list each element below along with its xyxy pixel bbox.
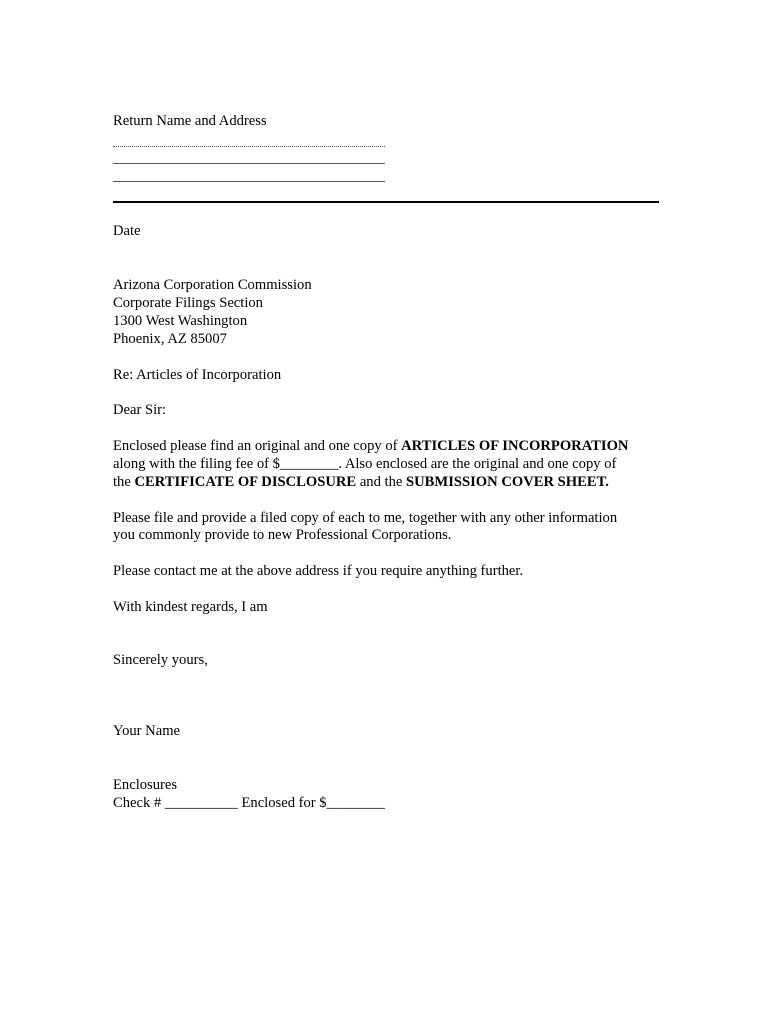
- enclosures-label: Enclosures: [113, 777, 178, 793]
- recipient-street: 1300 West Washington: [113, 313, 248, 329]
- check-line: Check # __________ Enclosed for $________: [113, 795, 385, 811]
- recipient-city: Phoenix, AZ 85007: [113, 331, 227, 347]
- recipient-name: Arizona Corporation Commission: [113, 277, 312, 293]
- return-address-line-3[interactable]: [113, 181, 385, 182]
- paragraph-2-line-1: Please file and provide a filed copy of each to me, together with any other information: [113, 510, 618, 526]
- paragraph-1-line-1: [113, 437, 628, 455]
- closing: Sincerely yours,: [113, 652, 208, 668]
- signature-name: Your Name: [113, 723, 181, 739]
- articles-of-incorporation-emphasis: ARTICLES OF INCORPORATION: [401, 438, 629, 454]
- salutation: Dear Sir:: [113, 402, 167, 418]
- return-address-label: Return Name and Address: [113, 113, 267, 129]
- return-address-line-2[interactable]: [113, 163, 385, 164]
- date-label: Date: [113, 223, 141, 239]
- paragraph-1-l3-mid: and the: [356, 474, 407, 490]
- certificate-of-disclosure-emphasis: CERTIFICATE OF DISCLOSURE: [134, 474, 357, 490]
- paragraph-1-line-3: [113, 473, 609, 491]
- regards-line: With kindest regards, I am: [113, 599, 268, 615]
- paragraph-1-text: Enclosed please find an original and one copy of: [113, 438, 402, 454]
- paragraph-2-line-2: you commonly provide to new Professional Corporations.: [113, 527, 452, 543]
- return-address-line-1[interactable]: [113, 146, 385, 147]
- submission-cover-sheet-emphasis: SUBMISSION COVER SHEET.: [406, 474, 609, 490]
- subject-line: Re: Articles of Incorporation: [113, 367, 282, 383]
- recipient-section: Corporate Filings Section: [113, 295, 263, 311]
- paragraph-1-line-2: along with the filing fee of $________. Also enclosed are the original and one copy of: [113, 456, 617, 472]
- paragraph-3: Please contact me at the above address if you require anything further.: [113, 563, 524, 579]
- header-separator: [113, 201, 659, 203]
- paragraph-1-l3-pre: the: [113, 474, 135, 490]
